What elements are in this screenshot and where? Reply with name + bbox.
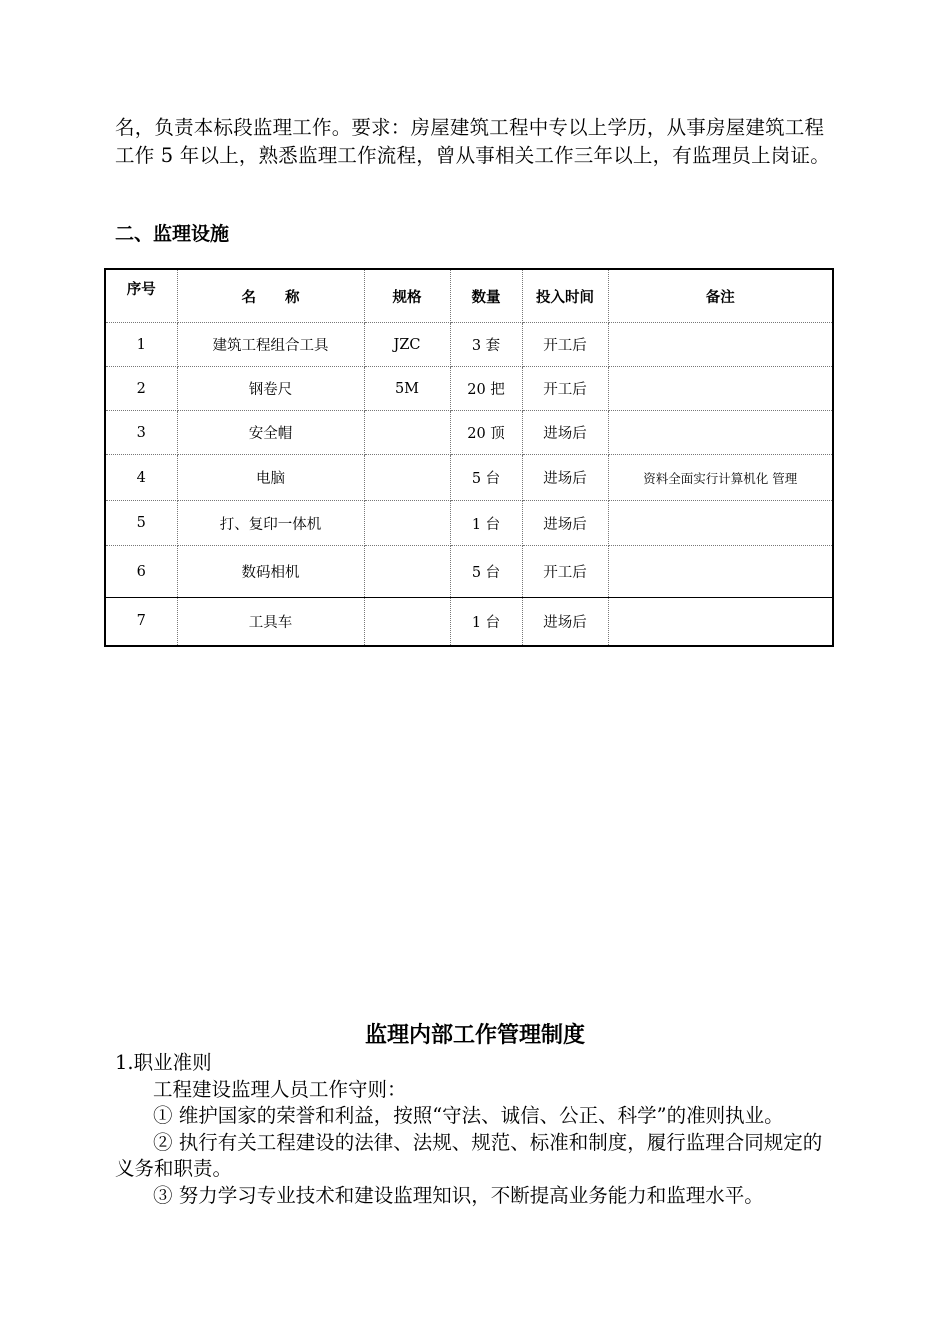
cell-spec [364,455,450,501]
cell-seq: 6 [105,546,177,598]
cell-note [608,598,833,646]
cell-spec: JZC [364,323,450,367]
cell-note [608,323,833,367]
table-row [105,546,833,598]
cell-seq: 3 [105,411,177,455]
section-1-lead: 工程建设监理人员工作守则： [153,1077,407,1101]
cell-name: 钢卷尺 [177,367,364,411]
rule-item: ③ 努力学习专业技术和建设监理知识，不断提高业务能力和监理水平。 [153,1183,764,1207]
cell-qty: 20 把 [450,367,522,411]
cell-seq: 5 [105,501,177,546]
cell-note: 资料全面实行计算机化 管理 [608,455,833,501]
header-note: 备注 [608,269,833,323]
cell-time: 进场后 [522,455,608,501]
cell-qty: 3 套 [450,323,522,367]
cell-note [608,411,833,455]
cell-time: 进场后 [522,411,608,455]
table-row [105,455,833,501]
table-row [105,323,833,367]
cell-time: 开工后 [522,323,608,367]
cell-name: 工具车 [177,598,364,646]
header-qty: 数量 [450,269,522,323]
section-1-heading: 1.职业准则 [115,1051,212,1074]
header-spec: 规格 [364,269,450,323]
facilities-table [104,268,834,647]
section-title: 二、监理设施 [115,223,230,245]
cell-qty: 20 顶 [450,411,522,455]
cell-name: 电脑 [177,455,364,501]
cell-note [608,501,833,546]
cell-name: 建筑工程组合工具 [177,323,364,367]
cell-qty: 1 台 [450,501,522,546]
header-name: 名 称 [177,269,364,323]
header-time: 投入时间 [522,269,608,323]
cell-seq: 2 [105,367,177,411]
cell-note [608,367,833,411]
cell-seq: 4 [105,455,177,501]
cell-spec [364,411,450,455]
cell-name: 打、复印一体机 [177,501,364,546]
cell-qty: 1 台 [450,598,522,646]
cell-time: 开工后 [522,546,608,598]
cell-seq: 1 [105,323,177,367]
cell-note [608,546,833,598]
cell-qty: 5 台 [450,455,522,501]
cell-spec [364,501,450,546]
cell-qty: 5 台 [450,546,522,598]
section-1-body [115,1050,840,1209]
cell-seq: 7 [105,598,177,646]
intro-paragraph: 名，负责本标段监理工作。要求：房屋建筑工程中专以上学历，从事房屋建筑工程工作 5 年以上，熟悉监理工作流程，曾从事相关工作三年以上，有监理员上岗证。 [115,116,830,167]
cell-spec [364,546,450,598]
document-title: 监理内部工作管理制度 [364,1023,585,1048]
cell-time: 进场后 [522,598,608,646]
table-header-row [105,269,833,323]
header-seq: 序号 [105,269,177,323]
table-row [105,367,833,411]
cell-spec [364,598,450,646]
cell-time: 开工后 [522,367,608,411]
table-row [105,598,833,646]
rule-item: ② 执行有关工程建设的法律、法规、规范、标准和制度，履行监理合同规定的义务和职责。 [115,1130,823,1180]
table-row [105,411,833,455]
rule-item: ① 维护国家的荣誉和利益，按照“守法、诚信、公正、科学”的准则执业。 [153,1104,784,1127]
table-row [105,501,833,546]
cell-spec: 5M [364,367,450,411]
cell-name: 数码相机 [177,546,364,598]
cell-time: 进场后 [522,501,608,546]
cell-name: 安全帽 [177,411,364,455]
